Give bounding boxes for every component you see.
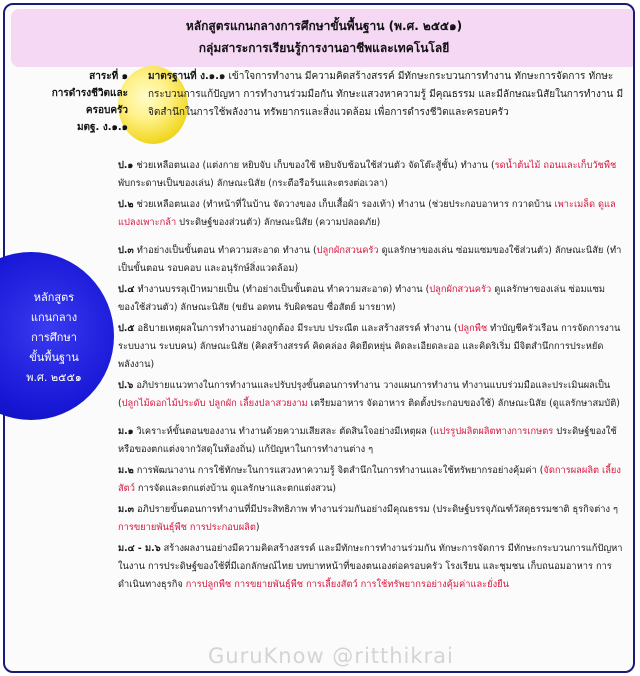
standard-description: [148, 68, 626, 122]
page-header: [11, 9, 635, 67]
subject-strand-name-1: การดำรงชีวิตและ: [51, 88, 128, 99]
indicator-code: ม.๑: [118, 426, 134, 437]
indicator-item: [118, 281, 626, 317]
indicator-text: ดูแลรักษาของเล่น ซ่อมแซมของใช้ส่วนตัว) ลักษณะนิสัย (ทำเป็นขั้นตอน รอบคอบ และอนุรักษ์สิ่งแวดล้อม): [118, 245, 622, 274]
indicator-highlight: ปลูกพืช: [457, 323, 488, 334]
curriculum-line-4: ขั้นพื้นฐาน: [29, 351, 79, 364]
standard-text: เข้าใจการทำงาน มีความคิดสร้างสรรค์ มีทักษะกระบวนการทำงาน ทักษะการจัดการ ทักษะกระบวนการแก้ปัญหา การทำงานร่วมมือกัน ทักษะแสวงหาความรู้ มีคุณธรรม และมีลักษณะนิสัยในการทำงาน มีจิตสำนึกในการใช้พลังงาน ทรัพยากรและสิ่งแวดล้อม เพื่อการดำรงชีวิตและครอบครัว: [148, 71, 624, 118]
indicator-highlight: การปลูกพืช การขยายพันธุ์พืช การเลี้ยงสัตว์ การใช้ทรัพยากรอย่างคุ้มค่าและยั่งยืน: [185, 579, 509, 590]
indicator-text: อภิปรายขั้นตอนการทำงานที่มีประสิทธิภาพ ทำงานร่วมกันอย่างมีคุณธรรม (ประดิษฐ์บรรจุภัณฑ์วัสดุธรรมชาติ ธุรกิจต่าง ๆ: [136, 504, 618, 515]
standard-label: มาตรฐานที่ ง.๑.๑: [148, 71, 226, 82]
curriculum-label: [4, 288, 104, 388]
indicator-highlight: ปลูกไม้ดอกไม้ประดับ ปลูกผัก เลี้ยงปลาสวยงาม: [121, 398, 308, 409]
indicator-code: ป.๑: [118, 160, 134, 171]
indicator-text: พับกระดาษเป็นของเล่น) ลักษณะนิสัย (กระตือรือร้นและตรงต่อเวลา): [118, 178, 388, 189]
subject-label: [40, 68, 128, 136]
indicator-code: ป.๔: [118, 284, 135, 295]
indicator-text: ): [255, 522, 260, 533]
indicator-text: เตรียมอาหาร จัดอาหาร ติดตั้งประกอบของใช้) ลักษณะนิสัย (ดูแลรักษาสมบัติ): [307, 398, 620, 409]
indicator-item: [118, 157, 626, 193]
curriculum-line-2: แกนกลาง: [30, 311, 78, 324]
indicator-highlight: จัดการผลผลิต เลี้ยงสัตว์: [118, 465, 621, 494]
curriculum-line-5: พ.ศ. ๒๕๕๑: [26, 371, 82, 384]
indicator-text: การจัดและตกแต่งบ้าน ดูแลรักษาและตกแต่งสวน): [134, 483, 337, 494]
indicator-code: ป.๖: [118, 380, 134, 391]
indicator-item: [118, 242, 626, 278]
indicator-text: สร้างผลงานอย่างมีความคิดสร้างสรรค์ และมีทักษะการทำงานร่วมกัน ทักษะการจัดการ มีทักษะกระบวนการแก้ปัญหาในงาน การประดิษฐ์ของใช้ที่มีเอกลักษณ์ไทย บทบาทหน้าที่ของตนเองต่อครอบครัว โรงเรียน และชุมชน เก็บถนอมอาหาร การดำเนินทางธุรกิจ: [118, 543, 623, 590]
indicator-highlight: แปรรูปผลิตผลิตทางการเกษตร: [433, 426, 554, 437]
indicator-item: [118, 462, 626, 498]
indicator-highlight: เพาะเมล็ด ดูแลแปลงเพาะกล้า: [118, 199, 616, 228]
indicator-text: ประดิษฐ์ของใช้หรือของตกแต่งจากวัสดุในท้องถิ่น) แก้ปัญหาในการทำงานต่าง ๆ: [118, 426, 617, 455]
indicator-text: ประดิษฐ์ของส่วนตัว) ลักษณะนิสัย (ความปลอดภัย): [176, 217, 381, 228]
indicator-text: ดูแลรักษาของเล่น ซ่อมแซมของใช้ส่วนตัว) ลักษณะนิสัย (ขยัน อดทน รับผิดชอบ ซื่อสัตย์ มารยาท): [118, 284, 606, 313]
indicator-text: ช่วยเหลือตนเอง (แต่งกาย หยิบจับ เก็บของใช้ หยิบจับช้อนใช้ส่วนตัว จัดโต๊ะสู้ชั้น) ทำงาน (: [136, 160, 495, 171]
indicator-text: อธิบายเหตุผลในการทำงานอย่างถูกต้อง มีระบบ ประณีต และสร้างสรรค์ ทำงาน (: [137, 323, 458, 334]
indicator-highlight: ปลูกผักสวนครัว: [316, 245, 379, 256]
subject-standard-code: มตฐ. ง.๑.๑: [76, 122, 128, 133]
indicator-highlight: รดน้ำต้นไม้ ถอนและเก็บวัชพืช: [494, 160, 617, 171]
indicator-text: ทำอย่างเป็นขั้นตอน ทำความสะอาด ทำงาน (: [136, 245, 317, 256]
indicator-code: ป.๕: [118, 323, 135, 334]
indicator-code: ป.๒: [118, 199, 134, 210]
indicator-code: ป.๓: [118, 245, 134, 256]
indicator-text: ช่วยเหลือตนเอง (ทำหน้าที่ในบ้าน จัดวางของ เก็บเสื้อผ้า รองเท้า) ทำงาน (ช่วยประกอบอาหาร กวาดบ้าน: [136, 199, 555, 210]
curriculum-line-1: หลักสูตร: [33, 291, 75, 304]
indicator-item: [118, 320, 626, 374]
indicator-list: [118, 157, 626, 597]
subject-strand-name-2: ครอบครัว: [85, 105, 128, 116]
indicator-code: ม.๒: [118, 465, 134, 476]
indicator-item: [118, 423, 626, 459]
indicator-text: การพัฒนางาน การใช้ทักษะในการแสวงหาความรู้ จิตสำนึกในการทำงานและใช้ทรัพยากรอย่างคุ้มค่า (: [136, 465, 544, 476]
watermark-text: GuruKnow @ritthikrai: [208, 644, 454, 668]
curriculum-line-3: การศึกษา: [31, 331, 77, 344]
indicator-item: [118, 540, 626, 594]
indicator-code: ม.๔ - ม.๖: [118, 543, 161, 554]
indicator-text: ทำบัญชีครัวเรือน การจัดการงาน ระบบงาน ระบบคน) ลักษณะนิสัย (คิดสร้างสรรค์ คิดคล่อง คิดยืดหยุ่น คิดละเอียดละออ และคิดริเริ่ม มีจิตสำนึกการประหยัดพลังงาน): [118, 323, 621, 370]
indicator-code: ม.๓: [118, 504, 135, 515]
indicator-item: [118, 196, 626, 232]
indicator-highlight: ปลูกผักสวนครัว: [429, 284, 492, 295]
subject-strand: สาระที่ ๑: [89, 71, 128, 82]
indicator-text: ทำงานบรรลุเป้าหมายเป็น (ทำอย่างเป็นขั้นตอน ทำความสะอาด) ทำงาน (: [137, 284, 430, 295]
header-title: หลักสูตรแกนกลางการศึกษาขั้นพื้นฐาน (พ.ศ. ๒๕๕๑): [185, 19, 463, 33]
indicator-highlight: การขยายพันธุ์พืช การประกอบผลิต: [118, 522, 256, 533]
header-subtitle: กลุ่มสาระการเรียนรู้การงานอาชีพและเทคโนโลยี: [198, 41, 450, 55]
indicator-text: วิเคราะห์ขั้นตอนของงาน ทำงานด้วยความเสียสละ ตัดสินใจอย่างมีเหตุผล (: [136, 426, 434, 437]
indicator-text: อภิปรายแนวทางในการทำงานและปรับปรุงขั้นตอนการทำงาน วางแผนการทำงาน ทำงานแบบร่วมมือและประเมินผลเป็น (: [118, 380, 611, 409]
indicator-item: [118, 501, 626, 537]
indicator-item: [118, 377, 626, 413]
